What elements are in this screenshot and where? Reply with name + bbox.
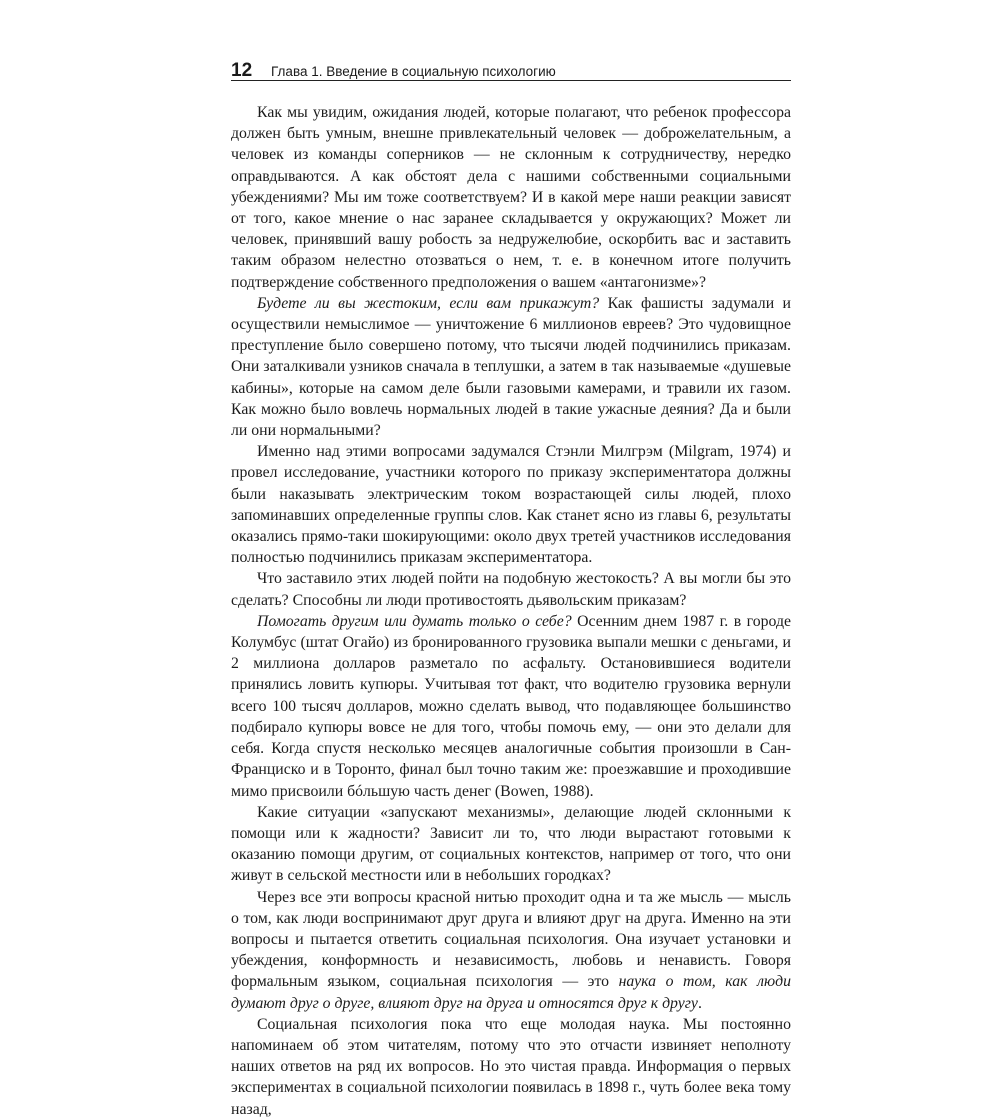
header-rule [231,80,791,81]
paragraph [231,568,791,610]
body-text [231,102,791,1120]
paragraph-text: Через все эти вопросы красной нитью проходит одна и та же мысль — мысль о том, как люди воспринимают друг друга и влияют друг на друга. Именно на эти вопросы и пытается ответить социальная психология. Она изучает установки и убеждения, конформность и независимость, любовь и ненависть. Говоря формальным языком, социальная психология — это [231,888,791,991]
paragraph [231,102,791,293]
paragraph-text: Именно над этими вопросами задумался Стэнли Милгрэм (Milgram, 1974) и провел исследование, участники которого по приказу экспериментатора должны были наказывать электрическим током возрастающей силы людей, плохо запоминавших определенные группы слов. Как станет ясно из главы 6, результаты оказались прямо-таки шокирующими: около двух третей участников исследования полностью подчинились приказам экспериментатора. [231,443,791,567]
paragraph [231,611,791,802]
running-title: Глава 1. Введение в социальную психологию [271,64,556,79]
paragraph-text: Как мы увидим, ожидания людей, которые полагают, что ребенок профессора должен быть умным, внешне привлекательный человек — доброжелательным, а человек из команды соперников — не склонным к сотрудничеству, нередко оправдываются. А как обстоят дела с нашими собственными социальными убеждениями? Мы им тоже соответствуем? И в какой мере наши реакции зависят от того, какое мнение о нас заранее складывается у окружающих? Может ли человек, принявший вашу робость за недружелюбие, оскорбить вас и заставить таким образом нелестно отозваться о нем, т. е. в конечном итоге получить подтверждение собственного предположения о вашем «антагонизме»? [231,104,791,291]
definition-emphasis: наука о том, как люди думают друг о друге, влияют друг на друга и относятся друг к другу [231,973,792,1012]
paragraph-text: Как фашисты задумали и осуществили немыслимое — уничтожение 6 миллионов евреев? Это чудовищное преступление было совершено потому, что тысячи людей подчинились приказам. Они заталкивали узников сначала в теплушки, а затем в так называемые «душевые кабины», которые на самом деле были газовыми камерами, и травили их газом. Как можно было вовлечь нормальных людей в такие ужасные деяния? Да и были ли они нормальными? [231,294,792,440]
paragraph-text: Какие ситуации «запускают механизмы», делающие людей склонными к помощи или к жадности? Зависит ли то, что люди вырастают готовыми к оказанию помощи другим, от социальных контекстов, например от того, что они живут в сельской местности или в небольших городках? [231,803,791,885]
section-question: Будете ли вы жестоким, если вам прикажут? [257,294,600,312]
paragraph [231,1014,791,1120]
page-header [231,60,791,82]
paragraph [231,887,791,1014]
page-number: 12 [231,60,253,81]
paragraph-text: . [697,994,702,1012]
paragraph [231,802,791,887]
paragraph-text: Социальная психология пока что еще молодая наука. Мы постоянно напоминаем об этом читателям, потому что это отчасти извиняет неполноту наших ответов на ряд их вопросов. Но это чистая правда. Информация о первых экспериментах в социальной психологии появилась в 1898 г., чуть более века тому назад, [231,1015,791,1118]
paragraph-text: Осенним днем 1987 г. в городе Колумбус (штат Огайо) из бронированного грузовика выпали мешки с деньгами, и 2 миллиона долларов разметало по асфальту. Остановившиеся водители принялись ловить купюры. Учитывая тот факт, что водителю грузовика вернули всего 100 тысяч долларов, можно сделать вывод, что подавляющее большинство подбирало купюры вовсе не для того, чтобы помочь ему, — они это делали для себя. Когда спустя несколько месяцев аналогичные события произошли в Сан-Франциско и в Торонто, финал был точно таким же: проезжавшие и проходившие мимо присвоили бóльшую часть денег (Bowen, 1988). [231,612,791,800]
section-question: Помогать другим или думать только о себе? [257,612,572,630]
paragraph [231,441,791,568]
paragraph [231,293,791,441]
paragraph-text: Что заставило этих людей пойти на подобную жестокость? А вы могли бы это сделать? Способны ли люди противостоять дьявольским приказам? [231,570,791,609]
